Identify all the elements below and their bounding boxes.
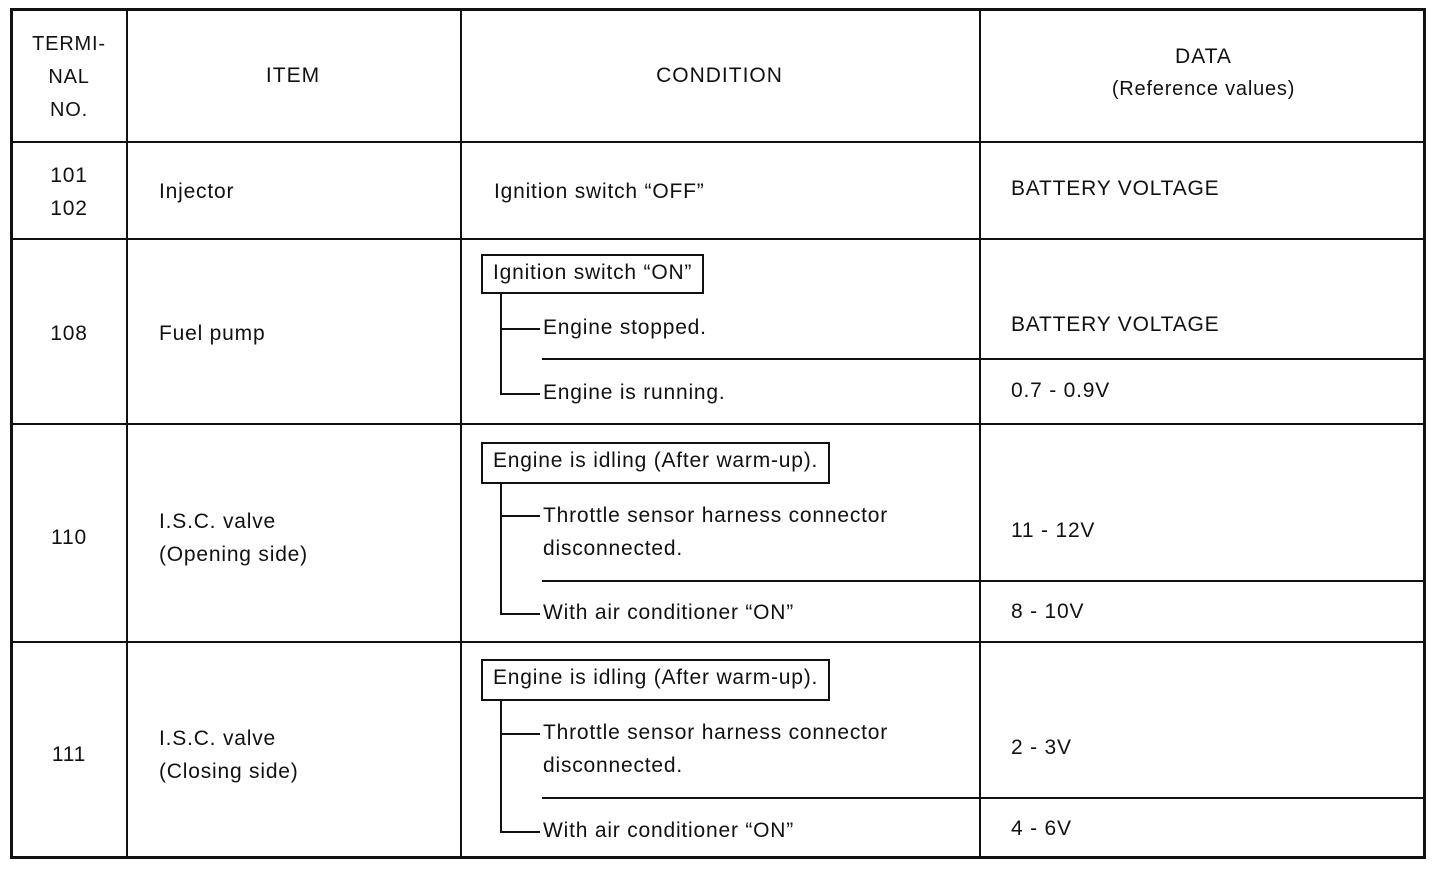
row3-sub1-line1: Throttle sensor harness connector bbox=[543, 504, 889, 527]
row2-data2: 0.7 - 0.9V bbox=[1011, 379, 1111, 402]
header-terminal-line1: TERMI- bbox=[32, 33, 106, 55]
row2-item: Fuel pump bbox=[159, 322, 266, 345]
row3-item-line1: I.S.C. valve bbox=[159, 510, 276, 533]
row3-bracket-arm bbox=[500, 515, 540, 517]
row3-sub1-line2: disconnected. bbox=[543, 537, 683, 560]
row2-condition-box: Ignition switch “ON” bbox=[481, 254, 704, 294]
row1-terminal-line1: 101 bbox=[50, 164, 88, 187]
row1-terminal bbox=[14, 159, 124, 225]
row2-bracket-stem bbox=[500, 294, 502, 395]
sub-row-divider bbox=[542, 797, 1426, 799]
header-data-line2: (Reference values) bbox=[1111, 78, 1296, 100]
row2-sub2: Engine is running. bbox=[543, 381, 726, 404]
row3-data1: 11 - 12V bbox=[1011, 519, 1096, 542]
row4-item-line2: (Closing side) bbox=[159, 760, 299, 783]
row3-bracket-stem bbox=[500, 484, 502, 615]
row2-bracket-arm bbox=[500, 328, 540, 330]
row4-sub1-line1: Throttle sensor harness connector bbox=[543, 721, 889, 744]
row4-bracket-arm bbox=[500, 831, 540, 833]
column-divider bbox=[126, 8, 128, 859]
row3-terminal: 110 bbox=[51, 526, 87, 549]
header-condition: CONDITION bbox=[656, 64, 783, 87]
header-data bbox=[981, 40, 1426, 106]
row-divider bbox=[10, 238, 1426, 240]
header-terminal-no bbox=[14, 28, 124, 127]
row4-item-line1: I.S.C. valve bbox=[159, 727, 276, 750]
header-item: ITEM bbox=[265, 64, 321, 87]
row-divider bbox=[10, 423, 1426, 425]
row4-terminal: 111 bbox=[51, 743, 87, 766]
sub-row-divider bbox=[542, 358, 1426, 360]
row1-data: BATTERY VOLTAGE bbox=[1011, 177, 1220, 200]
row3-item-line2: (Opening side) bbox=[159, 543, 308, 566]
row2-terminal: 108 bbox=[50, 322, 88, 345]
row2-sub1: Engine stopped. bbox=[543, 316, 707, 339]
row1-terminal-line2: 102 bbox=[50, 197, 88, 220]
header-data-line1: DATA bbox=[1175, 45, 1232, 68]
row-divider bbox=[10, 641, 1426, 643]
row4-bracket-stem bbox=[500, 701, 502, 833]
row4-data1: 2 - 3V bbox=[1011, 736, 1072, 759]
row4-condition-box: Engine is idling (After warm-up). bbox=[481, 659, 830, 701]
row4-sub2: With air conditioner “ON” bbox=[543, 819, 795, 842]
row4-data2: 4 - 6V bbox=[1011, 817, 1072, 840]
row3-condition-box: Engine is idling (After warm-up). bbox=[481, 442, 830, 484]
row4-sub1 bbox=[543, 716, 888, 782]
row3-sub1 bbox=[543, 499, 888, 565]
sub-row-divider bbox=[542, 580, 1426, 582]
row3-item bbox=[159, 505, 308, 571]
row3-sub2: With air conditioner “ON” bbox=[543, 601, 795, 624]
row4-item bbox=[159, 722, 299, 788]
row4-sub1-line2: disconnected. bbox=[543, 754, 683, 777]
header-terminal-line2: NAL bbox=[48, 66, 90, 88]
row1-condition: Ignition switch “OFF” bbox=[494, 180, 705, 203]
column-divider bbox=[979, 8, 981, 859]
row3-bracket-arm bbox=[500, 613, 540, 615]
row4-bracket-arm bbox=[500, 733, 540, 735]
row3-data2: 8 - 10V bbox=[1011, 600, 1085, 623]
column-divider bbox=[460, 8, 462, 859]
row1-item: Injector bbox=[159, 180, 235, 203]
row2-data1: BATTERY VOLTAGE bbox=[1011, 313, 1220, 336]
row-divider bbox=[10, 141, 1426, 143]
header-terminal-line3: NO. bbox=[50, 99, 88, 121]
row2-bracket-arm bbox=[500, 393, 540, 395]
